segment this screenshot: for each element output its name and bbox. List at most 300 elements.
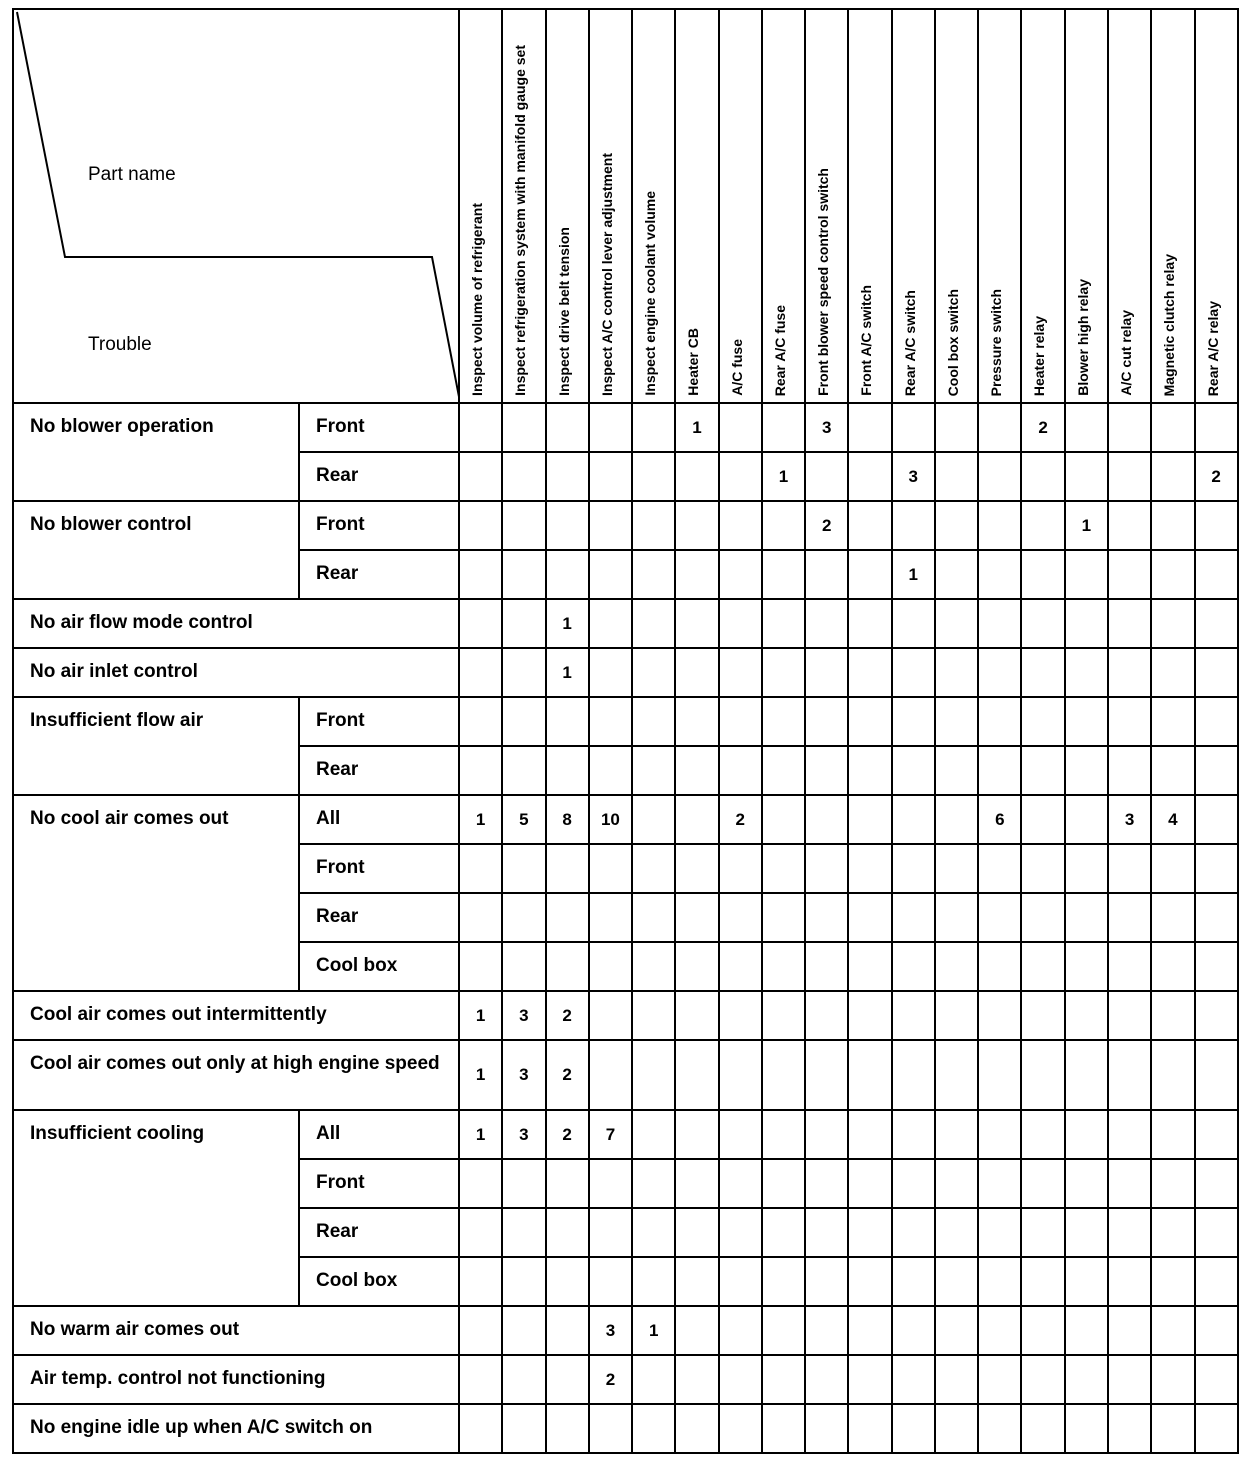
priority-cell: 2 — [546, 1040, 589, 1110]
priority-cell — [978, 991, 1021, 1040]
priority-cell — [1108, 550, 1151, 599]
priority-cell — [632, 942, 675, 991]
priority-cell — [805, 1257, 848, 1306]
priority-cell — [459, 1257, 502, 1306]
priority-cell: 3 — [1108, 795, 1151, 844]
priority-cell: 6 — [978, 795, 1021, 844]
priority-cell — [1151, 942, 1194, 991]
priority-cell — [1021, 1404, 1064, 1453]
table-row — [13, 1404, 1238, 1453]
table-row — [13, 403, 1238, 452]
column-header — [546, 9, 589, 403]
priority-cell — [978, 501, 1021, 550]
priority-cell — [502, 1355, 545, 1404]
priority-cell — [1108, 746, 1151, 795]
priority-cell — [762, 599, 805, 648]
priority-cell — [848, 893, 891, 942]
priority-cell — [1065, 599, 1108, 648]
priority-cell: 1 — [459, 1040, 502, 1110]
priority-cell — [1151, 452, 1194, 501]
priority-cell — [459, 599, 502, 648]
trouble-label: No air flow mode control — [13, 599, 459, 648]
priority-cell — [848, 1208, 891, 1257]
column-header — [1108, 9, 1151, 403]
trouble-label: Trouble — [88, 334, 152, 355]
priority-cell — [805, 1355, 848, 1404]
column-header — [675, 9, 718, 403]
priority-cell — [848, 1159, 891, 1208]
priority-cell — [762, 1110, 805, 1159]
priority-cell — [1151, 1159, 1194, 1208]
priority-cell — [1108, 1257, 1151, 1306]
priority-cell — [459, 893, 502, 942]
priority-cell — [935, 550, 978, 599]
priority-cell — [1021, 1159, 1064, 1208]
priority-cell — [848, 1306, 891, 1355]
priority-cell — [978, 844, 1021, 893]
priority-cell — [1065, 648, 1108, 697]
priority-cell — [502, 550, 545, 599]
priority-cell — [1195, 599, 1238, 648]
priority-cell — [1065, 1355, 1108, 1404]
priority-cell — [848, 697, 891, 746]
priority-cell — [502, 501, 545, 550]
priority-cell — [589, 550, 632, 599]
trouble-label: No engine idle up when A/C switch on — [13, 1404, 459, 1453]
priority-cell — [1151, 844, 1194, 893]
column-header — [892, 9, 935, 403]
priority-cell — [762, 648, 805, 697]
column-header — [589, 9, 632, 403]
priority-cell — [935, 991, 978, 1040]
priority-cell — [892, 599, 935, 648]
priority-cell — [1065, 942, 1108, 991]
priority-cell — [675, 893, 718, 942]
location-label: Front — [299, 697, 459, 746]
priority-cell — [719, 648, 762, 697]
priority-cell — [978, 452, 1021, 501]
priority-cell — [805, 844, 848, 893]
header-row — [13, 9, 1238, 403]
priority-cell — [1021, 795, 1064, 844]
priority-cell: 5 — [502, 795, 545, 844]
column-header-label: Rear A/C switch — [901, 289, 918, 396]
priority-cell — [1021, 501, 1064, 550]
priority-cell — [805, 648, 848, 697]
priority-cell — [1108, 697, 1151, 746]
location-label: Front — [299, 501, 459, 550]
priority-cell — [675, 991, 718, 1040]
priority-cell — [589, 697, 632, 746]
trouble-label: No blower operation — [13, 403, 299, 501]
priority-cell — [502, 893, 545, 942]
priority-cell — [675, 599, 718, 648]
table-row — [13, 648, 1238, 697]
priority-cell — [1065, 697, 1108, 746]
priority-cell — [805, 550, 848, 599]
priority-cell — [762, 1257, 805, 1306]
priority-cell — [589, 452, 632, 501]
priority-cell: 2 — [1195, 452, 1238, 501]
priority-cell — [935, 844, 978, 893]
priority-cell — [719, 893, 762, 942]
priority-cell — [632, 746, 675, 795]
priority-cell — [719, 403, 762, 452]
priority-cell — [848, 795, 891, 844]
column-header-label: Magnetic clutch relay — [1161, 253, 1178, 396]
priority-cell — [546, 1404, 589, 1453]
priority-cell — [632, 991, 675, 1040]
priority-cell — [1065, 1306, 1108, 1355]
priority-cell — [1065, 1040, 1108, 1110]
priority-cell — [892, 844, 935, 893]
priority-cell — [1195, 697, 1238, 746]
priority-cell — [632, 648, 675, 697]
priority-cell — [546, 844, 589, 893]
location-label: All — [299, 1110, 459, 1159]
priority-cell — [978, 648, 1021, 697]
trouble-label: Insufficient flow air — [13, 697, 299, 795]
priority-cell — [1021, 746, 1064, 795]
priority-cell — [848, 403, 891, 452]
priority-cell — [762, 501, 805, 550]
priority-cell — [1108, 599, 1151, 648]
priority-cell: 1 — [892, 550, 935, 599]
priority-cell — [459, 844, 502, 893]
priority-cell — [719, 599, 762, 648]
priority-cell — [1108, 1306, 1151, 1355]
priority-cell — [1151, 501, 1194, 550]
column-header-label: Heater relay — [1031, 315, 1048, 396]
column-header-label: A/C fuse — [728, 339, 745, 396]
priority-cell — [935, 1208, 978, 1257]
location-label: All — [299, 795, 459, 844]
priority-cell — [1021, 1110, 1064, 1159]
priority-cell — [892, 501, 935, 550]
table-row — [13, 697, 1238, 746]
priority-cell: 3 — [502, 1110, 545, 1159]
priority-cell — [762, 991, 805, 1040]
priority-cell — [459, 1404, 502, 1453]
priority-cell: 1 — [675, 403, 718, 452]
priority-cell — [1108, 991, 1151, 1040]
priority-cell — [1021, 1208, 1064, 1257]
column-header-label: Rear A/C relay — [1204, 300, 1221, 396]
priority-cell — [1195, 403, 1238, 452]
priority-cell: 1 — [632, 1306, 675, 1355]
column-header-label: Blower high relay — [1074, 279, 1091, 396]
priority-cell — [1195, 991, 1238, 1040]
priority-cell — [719, 1040, 762, 1110]
priority-cell — [848, 1355, 891, 1404]
location-label: Front — [299, 1159, 459, 1208]
priority-cell — [978, 746, 1021, 795]
priority-cell — [805, 452, 848, 501]
priority-cell — [1151, 550, 1194, 599]
priority-cell — [935, 403, 978, 452]
priority-cell — [1065, 1159, 1108, 1208]
priority-cell — [1021, 942, 1064, 991]
priority-cell — [589, 501, 632, 550]
priority-cell — [632, 795, 675, 844]
priority-cell — [589, 991, 632, 1040]
priority-cell — [675, 795, 718, 844]
table-row — [13, 599, 1238, 648]
priority-cell — [546, 697, 589, 746]
priority-cell — [935, 1306, 978, 1355]
priority-cell — [459, 1208, 502, 1257]
priority-cell — [632, 1257, 675, 1306]
priority-cell — [762, 1306, 805, 1355]
priority-cell — [1065, 991, 1108, 1040]
priority-cell — [1065, 844, 1108, 893]
priority-cell — [762, 795, 805, 844]
priority-cell — [502, 1159, 545, 1208]
priority-cell — [675, 1208, 718, 1257]
diagonal-divider — [14, 10, 460, 402]
header-corner — [13, 9, 459, 403]
priority-cell — [805, 697, 848, 746]
priority-cell — [632, 1110, 675, 1159]
priority-cell — [589, 1208, 632, 1257]
priority-cell — [719, 1110, 762, 1159]
priority-cell — [675, 501, 718, 550]
trouble-label: No air inlet control — [13, 648, 459, 697]
priority-cell — [719, 1208, 762, 1257]
priority-cell — [1151, 1404, 1194, 1453]
priority-cell — [1151, 1257, 1194, 1306]
priority-cell: 2 — [1021, 403, 1064, 452]
priority-cell — [1151, 991, 1194, 1040]
trouble-label: Cool air comes out only at high engine speed — [13, 1040, 459, 1110]
priority-cell: 10 — [589, 795, 632, 844]
column-header-label: Inspect A/C control lever adjustment — [598, 153, 615, 396]
priority-cell — [1065, 550, 1108, 599]
priority-cell — [762, 1040, 805, 1110]
priority-cell — [1108, 1159, 1151, 1208]
priority-cell — [978, 1040, 1021, 1110]
priority-cell — [978, 1404, 1021, 1453]
priority-cell — [502, 746, 545, 795]
priority-cell — [762, 1355, 805, 1404]
priority-cell — [1108, 893, 1151, 942]
priority-cell — [1151, 648, 1194, 697]
priority-cell — [719, 1257, 762, 1306]
priority-cell — [719, 550, 762, 599]
priority-cell — [632, 1355, 675, 1404]
column-header — [502, 9, 545, 403]
column-header — [762, 9, 805, 403]
priority-cell — [1151, 746, 1194, 795]
priority-cell — [1195, 1404, 1238, 1453]
priority-cell — [848, 550, 891, 599]
priority-cell — [1195, 746, 1238, 795]
priority-cell — [719, 1355, 762, 1404]
priority-cell: 2 — [805, 501, 848, 550]
priority-cell — [459, 942, 502, 991]
priority-cell — [459, 403, 502, 452]
priority-cell — [1021, 1355, 1064, 1404]
priority-cell — [675, 1355, 718, 1404]
priority-cell: 8 — [546, 795, 589, 844]
priority-cell — [848, 1404, 891, 1453]
priority-cell — [892, 1110, 935, 1159]
location-label: Front — [299, 403, 459, 452]
priority-cell — [805, 1306, 848, 1355]
priority-cell — [546, 501, 589, 550]
location-label: Rear — [299, 1208, 459, 1257]
priority-cell — [978, 942, 1021, 991]
priority-cell — [1151, 1306, 1194, 1355]
priority-cell: 1 — [459, 795, 502, 844]
priority-cell — [502, 599, 545, 648]
priority-cell — [1108, 452, 1151, 501]
priority-cell — [1195, 1257, 1238, 1306]
column-header-label: Inspect engine coolant volume — [642, 191, 659, 396]
priority-cell — [546, 1159, 589, 1208]
priority-cell — [762, 942, 805, 991]
troubleshooting-matrix — [12, 8, 1239, 1454]
priority-cell — [589, 648, 632, 697]
priority-cell — [978, 893, 1021, 942]
priority-cell — [935, 599, 978, 648]
priority-cell — [892, 746, 935, 795]
priority-cell — [935, 942, 978, 991]
priority-cell — [459, 1306, 502, 1355]
table-row — [13, 1355, 1238, 1404]
priority-cell — [935, 1159, 978, 1208]
priority-cell — [935, 1257, 978, 1306]
priority-cell — [502, 1306, 545, 1355]
priority-cell — [805, 795, 848, 844]
column-header-label: Inspect refrigeration system with manifold gauge set — [512, 45, 529, 396]
priority-cell — [1065, 1404, 1108, 1453]
priority-cell — [546, 550, 589, 599]
priority-cell — [1065, 795, 1108, 844]
priority-cell — [1108, 648, 1151, 697]
priority-cell — [1151, 697, 1194, 746]
priority-cell — [978, 1159, 1021, 1208]
priority-cell — [1108, 1110, 1151, 1159]
table-row — [13, 1306, 1238, 1355]
trouble-label: Cool air comes out intermittently — [13, 991, 459, 1040]
priority-cell — [459, 746, 502, 795]
priority-cell — [546, 452, 589, 501]
priority-cell — [935, 1355, 978, 1404]
priority-cell — [892, 1306, 935, 1355]
priority-cell — [1021, 1257, 1064, 1306]
trouble-label: No warm air comes out — [13, 1306, 459, 1355]
priority-cell — [1065, 746, 1108, 795]
location-label: Rear — [299, 746, 459, 795]
priority-cell — [675, 1110, 718, 1159]
priority-cell — [848, 844, 891, 893]
priority-cell — [459, 1355, 502, 1404]
priority-cell: 3 — [805, 403, 848, 452]
priority-cell — [762, 893, 805, 942]
priority-cell — [1195, 942, 1238, 991]
priority-cell — [675, 550, 718, 599]
priority-cell — [892, 1040, 935, 1110]
priority-cell — [978, 599, 1021, 648]
priority-cell — [589, 942, 632, 991]
priority-cell — [1151, 599, 1194, 648]
column-header-label: Cool box switch — [944, 288, 961, 396]
priority-cell — [1108, 844, 1151, 893]
priority-cell — [502, 942, 545, 991]
priority-cell — [1021, 697, 1064, 746]
priority-cell — [1195, 844, 1238, 893]
priority-cell: 1 — [546, 599, 589, 648]
priority-cell — [502, 403, 545, 452]
priority-cell: 1 — [1065, 501, 1108, 550]
priority-cell — [805, 893, 848, 942]
priority-cell — [1195, 1110, 1238, 1159]
priority-cell — [1195, 1159, 1238, 1208]
column-header — [632, 9, 675, 403]
priority-cell — [892, 1355, 935, 1404]
priority-cell — [459, 550, 502, 599]
column-header — [935, 9, 978, 403]
location-label: Cool box — [299, 1257, 459, 1306]
trouble-label: Air temp. control not functioning — [13, 1355, 459, 1404]
priority-cell: 2 — [719, 795, 762, 844]
priority-cell — [719, 697, 762, 746]
priority-cell — [892, 1159, 935, 1208]
priority-cell — [805, 1208, 848, 1257]
priority-cell — [848, 746, 891, 795]
priority-cell — [1065, 893, 1108, 942]
priority-cell — [892, 795, 935, 844]
priority-cell — [675, 697, 718, 746]
priority-cell — [935, 1110, 978, 1159]
priority-cell — [892, 1404, 935, 1453]
priority-cell — [719, 452, 762, 501]
priority-cell — [675, 1040, 718, 1110]
priority-cell — [1021, 648, 1064, 697]
priority-cell — [1195, 501, 1238, 550]
column-header — [848, 9, 891, 403]
priority-cell — [1021, 1040, 1064, 1110]
priority-cell — [935, 746, 978, 795]
column-header-label: A/C cut relay — [1117, 310, 1134, 396]
column-header-label: Front blower speed control switch — [815, 168, 832, 396]
trouble-label: Insufficient cooling — [13, 1110, 299, 1306]
priority-cell — [1195, 648, 1238, 697]
priority-cell — [848, 1040, 891, 1110]
priority-cell — [546, 1306, 589, 1355]
priority-cell — [762, 1159, 805, 1208]
priority-cell — [805, 1110, 848, 1159]
priority-cell — [632, 1208, 675, 1257]
priority-cell — [589, 403, 632, 452]
table-row — [13, 1040, 1238, 1110]
priority-cell — [1195, 550, 1238, 599]
priority-cell — [848, 599, 891, 648]
priority-cell — [502, 1257, 545, 1306]
priority-cell — [935, 648, 978, 697]
priority-cell — [632, 599, 675, 648]
priority-cell — [675, 844, 718, 893]
column-header — [1195, 9, 1238, 403]
priority-cell — [589, 1257, 632, 1306]
priority-cell — [848, 452, 891, 501]
priority-cell — [1108, 942, 1151, 991]
location-label: Rear — [299, 893, 459, 942]
priority-cell — [978, 1208, 1021, 1257]
priority-cell — [459, 697, 502, 746]
priority-cell — [762, 1404, 805, 1453]
